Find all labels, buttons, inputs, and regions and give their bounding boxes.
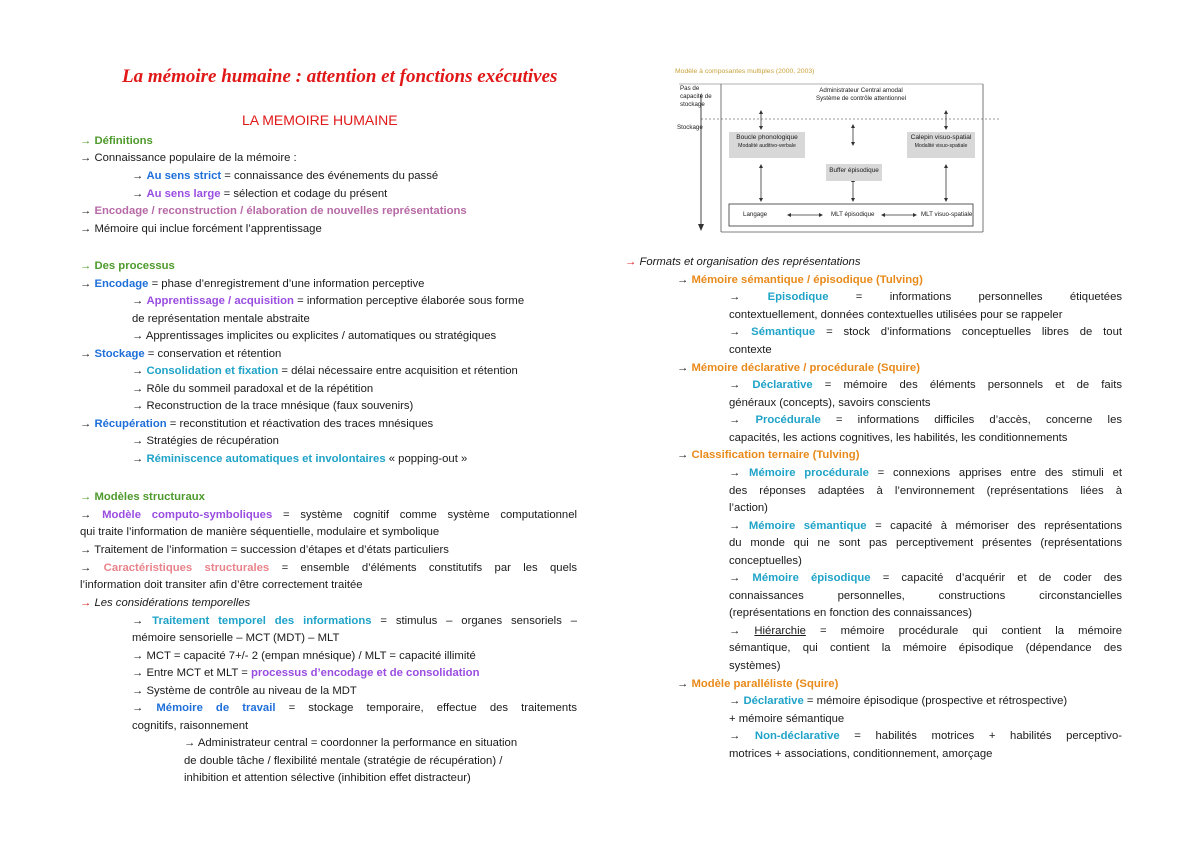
processus-heading: → Des processus: [80, 260, 175, 272]
arrow-right-icon: →: [80, 597, 95, 609]
arrow-right-icon: →: [80, 544, 95, 556]
arrow-right-icon: →: [184, 737, 198, 749]
parallel-heading: → Modèle paralléliste (Squire): [677, 678, 839, 690]
arrow-right-icon: →: [80, 135, 95, 147]
arrow-right-icon: →: [80, 260, 95, 272]
list-item: → Reconstruction de la trace mnésique (faux souvenirs): [132, 400, 414, 412]
stockage-label: Stockage: [677, 124, 703, 131]
list-item: → Récupération = reconstitution et réactivation des traces mnésiques: [80, 418, 434, 430]
calepin-visuo-spatial-box: Calepin visuo-spatial Modalité visuo-spatiale: [907, 132, 975, 158]
formats-heading: → Formats et organisation des représentations: [625, 256, 861, 268]
list-item: → Mémoire de travail = stockage temporaire, effectue des traitements: [132, 702, 578, 714]
arrow-right-icon: →: [729, 379, 753, 391]
arrow-right-icon: →: [132, 650, 147, 662]
arrow-right-icon: →: [132, 170, 147, 182]
arrow-right-icon: →: [729, 625, 755, 637]
list-item-continuation: sémantique, qui contient la mémoire épisodique (dépendance des: [729, 642, 1122, 654]
list-item: → Entre MCT et MLT = processus d’encodage et de consolidation: [132, 667, 480, 679]
section-heading: LA MEMOIRE HUMAINE: [242, 112, 398, 128]
boucle-phonologique-box: Boucle phonologique Modalité auditivo-verbale: [729, 132, 805, 158]
buffer-episodique-box: Buffer épisodique: [826, 164, 882, 181]
arrow-right-icon: →: [80, 491, 95, 503]
list-item: → Encodage / reconstruction / élaboration de nouvelles représentations: [80, 205, 467, 217]
list-item-continuation: de double tâche / flexibilité mentale (stratégie de récupération) /: [184, 755, 503, 767]
list-item-continuation: systèmes): [729, 660, 781, 672]
list-item: → Au sens large = sélection et codage du présent: [132, 188, 388, 200]
list-item: → Mémoire qui inclue forcément l’apprentissage: [80, 223, 322, 235]
arrow-right-icon: →: [677, 678, 692, 690]
modeles-heading: → Modèles structuraux: [80, 491, 205, 503]
list-item: → Apprentissage / acquisition = information perceptive élaborée sous forme: [132, 295, 525, 307]
arrow-right-icon: →: [80, 152, 95, 164]
administrateur-central-label: Administrateur Central amodal Système de contrôle attentionnel: [815, 87, 907, 102]
arrow-right-icon: →: [80, 562, 104, 574]
list-item-continuation: conceptuelles): [729, 555, 802, 567]
list-item: → Connaissance populaire de la mémoire :: [80, 152, 297, 164]
arrow-right-icon: →: [729, 695, 744, 707]
arrow-right-icon: →: [132, 453, 147, 465]
list-item: → Déclarative = mémoire des éléments personnels et de faits: [729, 379, 1122, 391]
list-item: → Modèle computo-symboliques = système cognitif comme système computationnel: [80, 509, 577, 521]
arrow-right-icon: →: [132, 330, 146, 342]
list-item: → Stockage = conservation et rétention: [80, 348, 282, 360]
list-item-continuation: qui traite l’information de manière séquentielle, modulaire et symbolique: [80, 526, 440, 538]
arrow-right-icon: →: [677, 362, 692, 374]
arrow-right-icon: →: [80, 205, 95, 217]
arrow-right-icon: →: [80, 418, 95, 430]
list-item: → Traitement temporel des informations = stimulus – organes sensoriels –: [132, 615, 577, 627]
arrow-right-icon: →: [132, 383, 147, 395]
arrow-right-icon: →: [132, 667, 147, 679]
list-item: → Hiérarchie = mémoire procédurale qui contient la mémoire: [729, 625, 1123, 637]
mlt-visuo-spatiale-label: MLT visuo-spatiale: [921, 211, 973, 218]
arrow-right-icon: →: [729, 291, 768, 303]
arrow-right-icon: →: [132, 295, 147, 307]
arrow-right-icon: →: [729, 520, 749, 532]
arrow-right-icon: →: [132, 188, 147, 200]
list-item: → Traitement de l’information = succession d’étapes et d’états particuliers: [80, 544, 449, 556]
arrow-right-icon: →: [729, 326, 752, 338]
list-item: → Administrateur central = coordonner la performance en situation: [184, 737, 518, 749]
list-item: → Mémoire procédurale = connexions apprises entre des stimuli et: [729, 467, 1122, 479]
list-item-continuation: du monde qui ne sont pas perceptivement présentes (représentations: [729, 537, 1122, 549]
document-title: La mémoire humaine : attention et fonctions exécutives: [122, 66, 558, 87]
list-item-continuation: contexte: [729, 344, 772, 356]
list-item-continuation: cognitifs, raisonnement: [132, 720, 249, 732]
langage-label: Langage: [743, 211, 768, 218]
multicomponent-model-diagram: [671, 64, 1200, 239]
list-item-continuation: l’action): [729, 502, 768, 514]
arrow-right-icon: →: [729, 730, 755, 742]
arrow-right-icon: →: [132, 435, 147, 447]
arrow-right-icon: →: [132, 702, 157, 714]
list-item-continuation: de représentation mentale abstraite: [132, 313, 310, 325]
list-item: → Encodage = phase d’enregistrement d’une information perceptive: [80, 278, 425, 290]
arrow-right-icon: →: [132, 685, 147, 697]
list-item: → Procédurale = informations difficiles d’accès, concerne les: [729, 414, 1123, 426]
pas-de-capacite-label: Pas de capacité de stockage: [680, 85, 712, 108]
list-item-continuation: motrices + associations, conditionnement, amorçage: [729, 748, 993, 760]
arrow-right-icon: →: [677, 274, 692, 286]
list-item: → Réminiscence automatiques et involontaires « popping-out »: [132, 453, 468, 465]
decl-proc-heading: → Mémoire déclarative / procédurale (Squire): [677, 362, 920, 374]
list-item-continuation: + mémoire sémantique: [729, 713, 845, 725]
arrow-right-icon: →: [677, 449, 692, 461]
ternaire-heading: → Classification ternaire (Tulving): [677, 449, 860, 461]
list-item: → Rôle du sommeil paradoxal et de la répétition: [132, 383, 374, 395]
arrow-right-icon: →: [80, 278, 95, 290]
list-item: → Caractéristiques structurales = ensemble d’éléments constitutifs par les quels: [80, 562, 578, 574]
definitions-heading: → Définitions: [80, 135, 153, 147]
arrow-right-icon: →: [729, 572, 753, 584]
list-item: → Sémantique = stock d’informations conceptuelles libres de tout: [729, 326, 1123, 338]
list-item-continuation: contextuellement, données contextuelles utilisées pour se rappeler: [729, 309, 1063, 321]
list-item-continuation: des réponses adaptées à l’environnement (représentations liées à: [729, 485, 1122, 497]
list-item: → Système de contrôle au niveau de la MDT: [132, 685, 357, 697]
arrow-right-icon: →: [80, 223, 95, 235]
arrow-right-icon: →: [729, 414, 756, 426]
list-item: → Apprentissages implicites ou explicites / automatiques ou stratégiques: [132, 330, 497, 342]
list-item: → MCT = capacité 7+/- 2 (empan mnésique) / MLT = capacité illimité: [132, 650, 476, 662]
list-item: → Au sens strict = connaissance des événements du passé: [132, 170, 439, 182]
arrow-right-icon: →: [132, 365, 147, 377]
list-item-continuation: connaissances personnelles, constructions circonstancielles: [729, 590, 1122, 602]
list-item-continuation: mémoire sensorielle – MCT (MDT) – MLT: [132, 632, 340, 644]
arrow-right-icon: →: [729, 467, 750, 479]
list-item: → Déclarative = mémoire épisodique (prospective et rétrospective): [729, 695, 1068, 707]
list-item: → Consolidation et fixation = délai nécessaire entre acquisition et rétention: [132, 365, 518, 377]
list-item-continuation: (représentations en fonction des connaissances): [729, 607, 973, 619]
sem-epi-heading: → Mémoire sémantique / épisodique (Tulving): [677, 274, 923, 286]
list-item-continuation: l’information doit transiter afin d’être correctement traitée: [80, 579, 363, 591]
arrow-right-icon: →: [625, 256, 640, 268]
list-item-continuation: généraux (concepts), savoirs conscients: [729, 397, 931, 409]
list-item: → Mémoire épisodique = capacité d’acquérir et de coder des: [729, 572, 1122, 584]
diagram-caption: Modèle à composantes multiples (2000, 2003): [675, 68, 815, 75]
mlt-episodique-label: MLT épisodique: [831, 211, 875, 218]
list-item: → Les considérations temporelles: [80, 597, 251, 609]
arrow-right-icon: →: [80, 348, 95, 360]
arrow-right-icon: →: [132, 615, 153, 627]
arrow-right-icon: →: [132, 400, 147, 412]
arrow-right-icon: →: [80, 509, 103, 521]
list-item: → Non-déclarative = habilités motrices + habilités perceptivo-: [729, 730, 1123, 742]
list-item: → Episodique = informations personnelles étiquetées: [729, 291, 1123, 303]
list-item: → Stratégies de récupération: [132, 435, 279, 447]
list-item-continuation: inhibition et attention sélective (inhibition effet distracteur): [184, 772, 471, 784]
list-item-continuation: capacités, les actions cognitives, les habilités, les conditionnements: [729, 432, 1068, 444]
list-item: → Mémoire sémantique = capacité à mémoriser des représentations: [729, 520, 1123, 532]
